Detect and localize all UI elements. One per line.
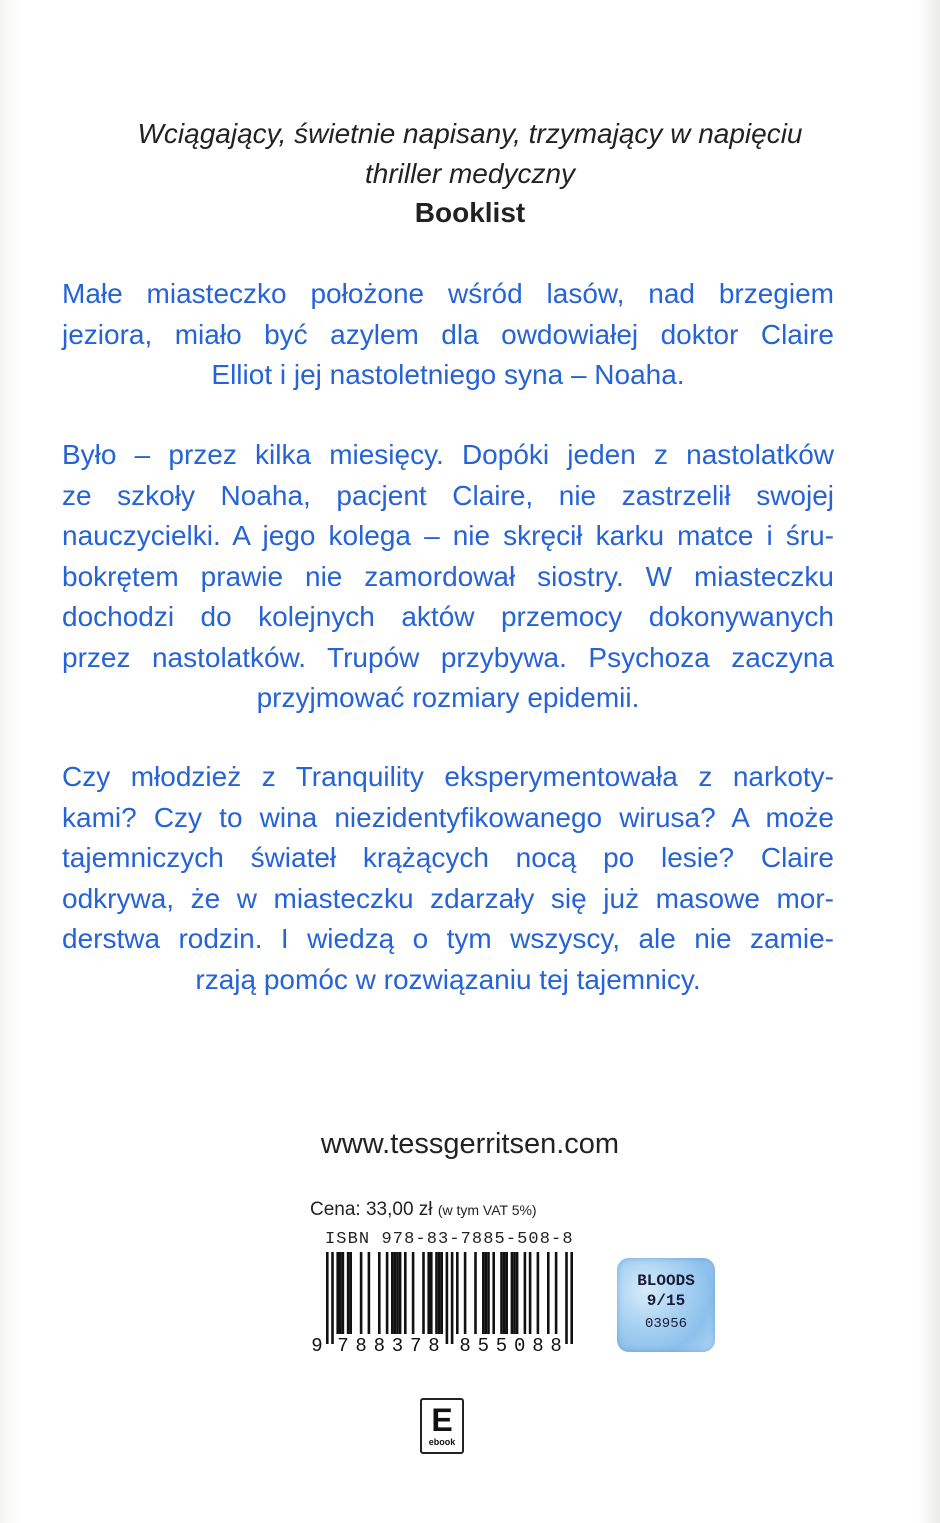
blurb-line: przez nastolatków. Trupów przybywa. Psychoza zaczyna [62, 641, 834, 673]
blurb-line: odkrywa, że w miasteczku zdarzały się już masowe mor- [62, 882, 834, 914]
barcode-bar [446, 1252, 449, 1344]
barcode-bar [404, 1252, 407, 1334]
barcode-bar [474, 1252, 477, 1334]
ebook-label: ebook [428, 1437, 456, 1447]
barcode-bar [492, 1252, 495, 1334]
price-value: Cena: 33,00 zł [310, 1199, 433, 1220]
review-quote-line-1: Wciągający, świetnie napisany, trzymający w napięciu [137, 118, 803, 149]
barcode-bar [438, 1252, 441, 1334]
barcode-digit: 5 [477, 1335, 490, 1352]
review-quote-line-2: thriller medyczny [364, 158, 576, 189]
blurb-paragraph-2 [62, 435, 834, 719]
blurb-line: derstwa rodzin. I wiedzą o tym wszyscy, ale nie zamie- [62, 923, 834, 954]
blurb-line: ze szkoły Noaha, pacjent Claire, nie zastrzelił swojej [62, 479, 834, 511]
barcode-bar [456, 1252, 459, 1334]
barcode-bar [513, 1252, 516, 1334]
blurb-line: Małe miasteczko położone wśród lasów, nad brzegiem [62, 278, 834, 309]
barcode-bar [524, 1252, 527, 1334]
barcode-bar [547, 1252, 550, 1334]
barcode-digit: 8 [355, 1335, 367, 1352]
blurb-line: Czy młodzież z Tranquility eksperymentowała z narkoty- [62, 761, 834, 792]
blurb-line: Było – przez kilka miesięcy. Dopóki jeden z nastolatków [62, 439, 834, 470]
price-vat-note: (w tym VAT 5%) [437, 1202, 537, 1218]
barcode-bar [360, 1252, 363, 1334]
barcode-bar [511, 1252, 514, 1334]
barcode-bar [422, 1252, 425, 1334]
barcode-bar [487, 1252, 490, 1334]
barcode-bar [347, 1252, 350, 1334]
blurb-line: bokrętem prawie nie zamordował siostry. W miasteczku [62, 560, 834, 592]
ebook-letter: E [431, 1402, 453, 1438]
barcode-digit: 8 [428, 1335, 440, 1352]
blurb-line: dochodzi do kolejnych aktów przemocy dokonywanych [62, 601, 834, 632]
barcode-bar [555, 1252, 558, 1334]
barcode-digit: 8 [373, 1335, 386, 1352]
blurb-line: kami? Czy to wina niezidentyfikowanego wirusa? A może [62, 801, 834, 833]
blurb-line: rzają pomóc w rozwiązaniu tej tajemnicy. [195, 963, 701, 995]
author-website: www.tessgerritsen.com [320, 1128, 620, 1160]
barcode-bar [396, 1252, 399, 1334]
barcode-bar [386, 1252, 389, 1334]
barcode-bar [505, 1252, 508, 1334]
sticker-line-1: BLOODS [637, 1272, 695, 1290]
ean-barcode [310, 1252, 586, 1352]
blurb-line: nauczycielki. A jego kolega – nie skręcił karku matce i śru- [62, 520, 834, 551]
blurb-line: jeziora, miało być azylem dla owdowiałej doktor Claire [62, 318, 834, 350]
barcode-bar [464, 1252, 467, 1334]
blurb-line: przyjmować rozmiary epidemii. [256, 682, 640, 713]
price-label [310, 1198, 537, 1222]
ebook-badge [420, 1398, 464, 1454]
barcode-bar [391, 1252, 394, 1334]
barcode-digit: 7 [409, 1335, 422, 1352]
barcode-bar [440, 1252, 443, 1334]
blurb-paragraph-3 [62, 757, 834, 1000]
barcode-bar [349, 1252, 352, 1334]
barcode-bar [570, 1252, 573, 1344]
barcode-digit: 3 [391, 1335, 404, 1352]
barcode-digit: 7 [337, 1335, 349, 1352]
barcode-bar [537, 1252, 540, 1334]
barcode-digit: 0 [513, 1335, 526, 1352]
barcode-bar [339, 1252, 342, 1334]
blurb-paragraph-1 [62, 274, 834, 396]
barcode-bar [412, 1252, 415, 1334]
barcode-digit: 8 [550, 1335, 562, 1352]
barcode-digit: 8 [459, 1335, 471, 1352]
barcode-bar [529, 1252, 532, 1334]
barcode-bar [451, 1252, 454, 1344]
price-hologram-sticker [617, 1258, 715, 1352]
barcode-digit: 8 [532, 1335, 544, 1352]
barcode-bar [485, 1252, 488, 1334]
barcode-bar [394, 1252, 397, 1334]
barcode-bar [500, 1252, 503, 1334]
barcode-bar [482, 1252, 485, 1334]
barcode-digit: 5 [495, 1335, 508, 1352]
barcode-bar [399, 1252, 402, 1334]
barcode-bar [430, 1252, 433, 1334]
barcode-bar [435, 1252, 438, 1334]
isbn-label: ISBN 978-83-7885-508-8 [325, 1230, 574, 1249]
blurb-line: tajemniczych świateł krążących nocą po lesie? Claire [62, 842, 834, 873]
barcode-bar [378, 1252, 381, 1334]
barcode-bar [342, 1252, 345, 1334]
blurb-line: Elliot i jej nastoletniego syna – Noaha. [211, 359, 685, 390]
barcode-bar [503, 1252, 506, 1334]
review-source: Booklist [414, 197, 526, 228]
barcode-bar [326, 1252, 329, 1344]
barcode-digit: 9 [311, 1335, 323, 1352]
barcode-bar [336, 1252, 339, 1334]
sticker-line-2: 9/15 [646, 1292, 686, 1310]
barcode-bar [427, 1252, 430, 1334]
sticker-line-3: 03956 [644, 1316, 687, 1332]
barcode-bar [368, 1252, 371, 1334]
barcode-bar [516, 1252, 519, 1334]
barcode-bar [331, 1252, 334, 1344]
barcode-bar [565, 1252, 568, 1344]
